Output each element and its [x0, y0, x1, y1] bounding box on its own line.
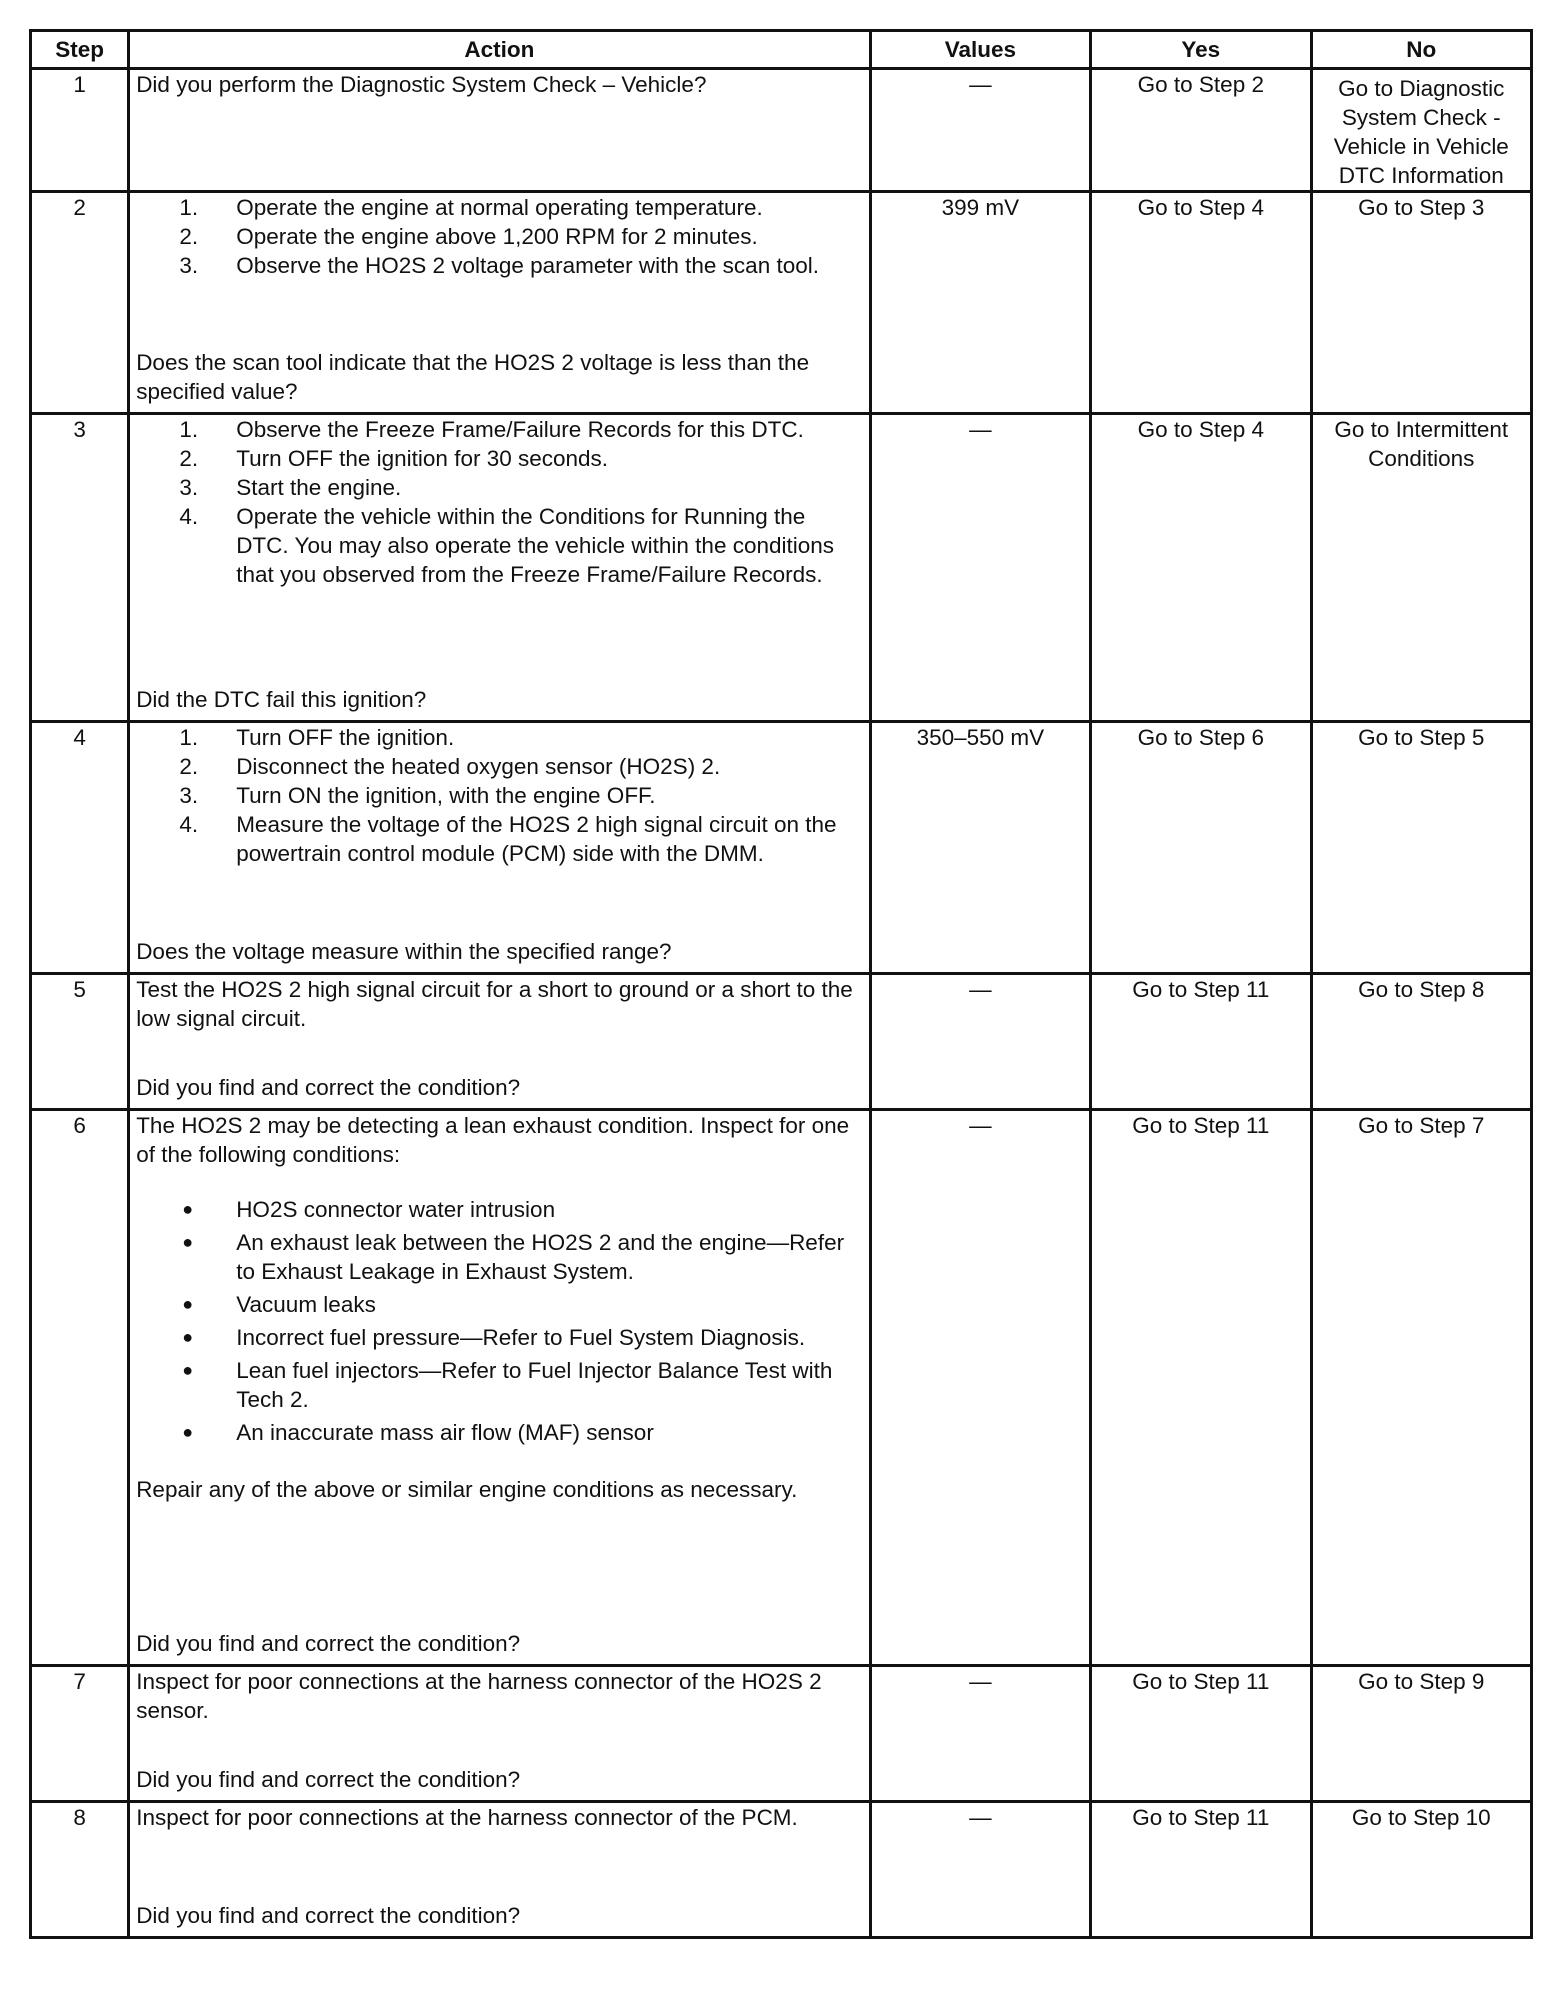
header-yes: Yes	[1091, 31, 1311, 69]
action-steps-list	[136, 723, 862, 868]
action-cell	[129, 414, 870, 722]
list-item-number: 1.	[179, 725, 199, 750]
yes-link[interactable]: Go to Step 11	[1091, 1802, 1311, 1938]
list-item	[136, 1228, 862, 1286]
table-row	[31, 1110, 1532, 1666]
list-item-number: 2.	[179, 754, 199, 779]
action-steps-list	[136, 415, 862, 589]
list-item-text: Vacuum leaks	[236, 1292, 376, 1317]
action-steps-list	[136, 193, 862, 280]
action-question: Did the DTC fail this ignition?	[136, 687, 427, 712]
table-row	[31, 1666, 1532, 1802]
list-item-number: 3.	[179, 253, 199, 278]
no-link[interactable]: Go to Step 5	[1311, 722, 1531, 974]
list-item-text: An inaccurate mass air flow (MAF) sensor	[236, 1420, 654, 1445]
list-item-text: Operate the engine at normal operating temperature.	[236, 195, 763, 220]
list-item-number: 1.	[179, 195, 199, 220]
list-item	[136, 222, 862, 251]
list-item-number: 3.	[179, 783, 199, 808]
list-item	[136, 502, 862, 589]
list-item	[136, 444, 862, 473]
action-question: Did you find and correct the condition?	[136, 1903, 521, 1928]
step-number: 1	[31, 69, 129, 192]
list-item-text: Start the engine.	[236, 475, 402, 500]
no-link[interactable]: Go to Step 9	[1311, 1666, 1531, 1802]
value-cell: —	[870, 414, 1090, 722]
list-item-number: 1.	[179, 417, 199, 442]
list-item-text: An exhaust leak between the HO2S 2 and the engine—Refer to Exhaust Leakage in Exhaust System.	[236, 1230, 845, 1284]
action-cell	[129, 1110, 870, 1666]
header-step: Step	[31, 31, 129, 69]
no-link[interactable]: Go to Step 10	[1311, 1802, 1531, 1938]
list-item	[136, 415, 862, 444]
header-no: No	[1311, 31, 1531, 69]
list-item	[136, 1195, 862, 1224]
value-cell: 399 mV	[870, 192, 1090, 414]
yes-link[interactable]: Go to Step 11	[1091, 1110, 1311, 1666]
conditions-list	[136, 1195, 862, 1447]
action-cell	[129, 69, 870, 192]
list-item	[136, 752, 862, 781]
list-item	[136, 1356, 862, 1414]
table-row	[31, 414, 1532, 722]
table-row	[31, 974, 1532, 1110]
bullet-icon: ●	[182, 1232, 194, 1252]
action-question: Did you find and correct the condition?	[136, 1075, 521, 1100]
list-item-text: Observe the HO2S 2 voltage parameter with the scan tool.	[236, 253, 819, 278]
list-item	[136, 473, 862, 502]
value-cell: —	[870, 1110, 1090, 1666]
list-item	[136, 193, 862, 222]
action-question: Did you find and correct the condition?	[136, 1767, 521, 1792]
diagnostic-table	[29, 29, 1533, 1939]
action-note: Repair any of the above or similar engine conditions as necessary.	[136, 1477, 798, 1502]
list-item-number: 2.	[179, 224, 199, 249]
list-item-text: Operate the vehicle within the Conditions for Running the DTC. You may also operate the vehicle within the conditions that you observed from the Freeze Frame/Failure Records.	[236, 504, 835, 587]
action-intro: Did you perform the Diagnostic System Check – Vehicle?	[136, 72, 707, 97]
list-item-text: Turn ON the ignition, with the engine OFF.	[236, 783, 656, 808]
action-question: Does the voltage measure within the specified range?	[136, 939, 672, 964]
list-item-text: Lean fuel injectors—Refer to Fuel Injector Balance Test with Tech 2.	[236, 1358, 833, 1412]
list-item	[136, 1418, 862, 1447]
list-item	[136, 1323, 862, 1352]
list-item-number: 4.	[179, 812, 199, 837]
list-item-number: 3.	[179, 475, 199, 500]
list-item-text: HO2S connector water intrusion	[236, 1197, 556, 1222]
list-item	[136, 810, 862, 868]
table-row	[31, 1802, 1532, 1938]
yes-link[interactable]: Go to Step 11	[1091, 974, 1311, 1110]
bullet-icon: ●	[182, 1327, 194, 1347]
step-number: 4	[31, 722, 129, 974]
list-item-number: 2.	[179, 446, 199, 471]
header-action: Action	[129, 31, 870, 69]
bullet-icon: ●	[182, 1199, 194, 1219]
list-item-text: Operate the engine above 1,200 RPM for 2 minutes.	[236, 224, 758, 249]
step-number: 2	[31, 192, 129, 414]
header-values: Values	[870, 31, 1090, 69]
step-number: 8	[31, 1802, 129, 1938]
table-row	[31, 69, 1532, 192]
step-number: 7	[31, 1666, 129, 1802]
list-item-text: Observe the Freeze Frame/Failure Records for this DTC.	[236, 417, 804, 442]
yes-link[interactable]: Go to Step 4	[1091, 192, 1311, 414]
action-cell	[129, 974, 870, 1110]
action-intro: Inspect for poor connections at the harness connector of the HO2S 2 sensor.	[136, 1669, 822, 1723]
value-cell: —	[870, 1802, 1090, 1938]
yes-link[interactable]: Go to Step 2	[1091, 69, 1311, 192]
no-link[interactable]: Go to Step 3	[1311, 192, 1531, 414]
list-item-text: Incorrect fuel pressure—Refer to Fuel System Diagnosis.	[236, 1325, 806, 1350]
no-link[interactable]: Go to Step 8	[1311, 974, 1531, 1110]
bullet-icon: ●	[182, 1294, 194, 1314]
yes-link[interactable]: Go to Step 11	[1091, 1666, 1311, 1802]
list-item-text: Disconnect the heated oxygen sensor (HO2S) 2.	[236, 754, 721, 779]
table-row	[31, 192, 1532, 414]
list-item	[136, 781, 862, 810]
action-question: Does the scan tool indicate that the HO2S 2 voltage is less than the specified value?	[136, 350, 810, 404]
bullet-icon: ●	[182, 1360, 194, 1380]
value-cell: —	[870, 974, 1090, 1110]
table-row	[31, 722, 1532, 974]
bullet-icon: ●	[182, 1422, 194, 1442]
action-intro: Test the HO2S 2 high signal circuit for a short to ground or a short to the low signal circuit.	[136, 977, 853, 1031]
header-row	[31, 31, 1532, 69]
list-item-text: Turn OFF the ignition.	[236, 725, 455, 750]
value-cell: —	[870, 69, 1090, 192]
yes-link[interactable]: Go to Step 6	[1091, 722, 1311, 974]
list-item	[136, 723, 862, 752]
step-number: 6	[31, 1110, 129, 1666]
action-cell	[129, 1666, 870, 1802]
action-intro: Inspect for poor connections at the harness connector of the PCM.	[136, 1805, 798, 1830]
no-link[interactable]: Go to Step 7	[1311, 1110, 1531, 1666]
value-cell: 350–550 mV	[870, 722, 1090, 974]
value-cell: —	[870, 1666, 1090, 1802]
list-item-text: Turn OFF the ignition for 30 seconds.	[236, 446, 609, 471]
list-item-number: 4.	[179, 504, 199, 529]
no-link[interactable]: Go to Diagnostic System Check - Vehicle in Vehicle DTC Information	[1311, 69, 1531, 192]
action-question: Did you find and correct the condition?	[136, 1631, 521, 1656]
action-cell	[129, 192, 870, 414]
action-cell	[129, 722, 870, 974]
list-item-text: Measure the voltage of the HO2S 2 high signal circuit on the powertrain control module (PCM) side with the DMM.	[236, 812, 837, 866]
step-number: 5	[31, 974, 129, 1110]
no-link[interactable]: Go to Intermittent Conditions	[1311, 414, 1531, 722]
yes-link[interactable]: Go to Step 4	[1091, 414, 1311, 722]
step-number: 3	[31, 414, 129, 722]
list-item	[136, 251, 862, 280]
action-intro: The HO2S 2 may be detecting a lean exhaust condition. Inspect for one of the following conditions:	[136, 1113, 850, 1167]
action-cell	[129, 1802, 870, 1938]
list-item	[136, 1290, 862, 1319]
